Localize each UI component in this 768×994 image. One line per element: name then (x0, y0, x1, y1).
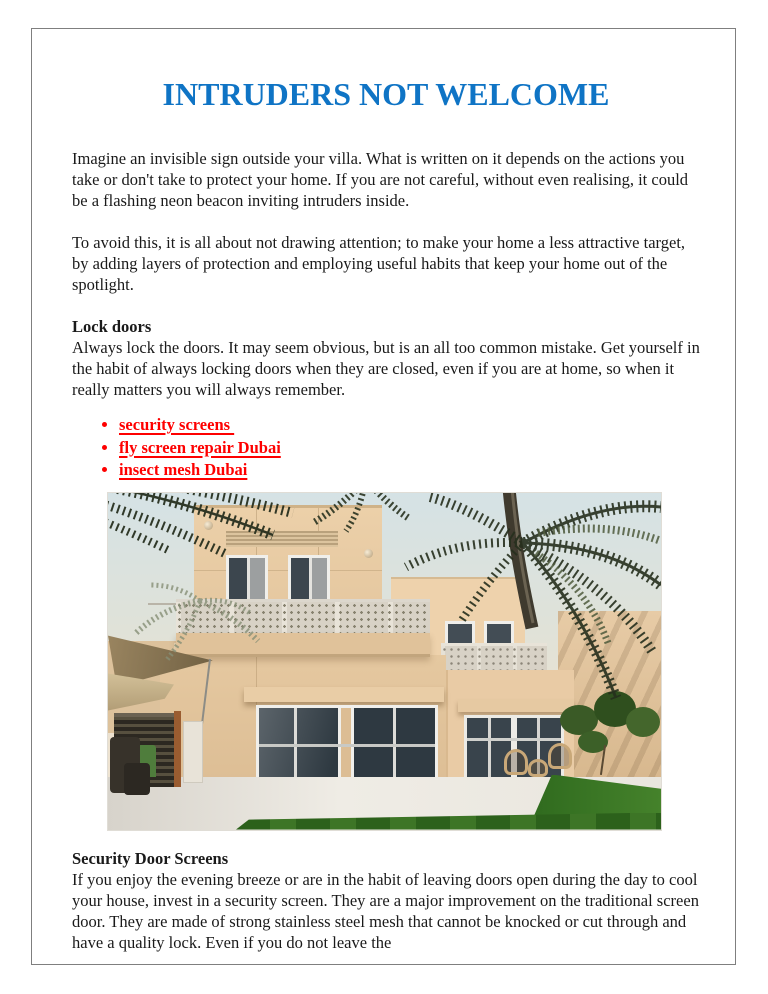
villa-photo (107, 492, 662, 831)
document-content (72, 0, 700, 953)
photo-foreground-objects (124, 763, 150, 795)
photo-shrub (626, 707, 660, 737)
photo-gate (183, 721, 203, 783)
paragraph-lock-doors: Always lock the doors. It may seem obvious, but is an all too common mistake. Get yourself in the habit of always locking doors when they are closed, even if you are at home, so when it really matters you will always remember. (72, 338, 700, 399)
paragraph-intro-2: To avoid this, it is all about not drawing attention; to make your home a less attractive target, by adding layers of protection and employing useful habits that keep your home out of the spotlight. (72, 233, 686, 294)
section-heading-lock-doors: Lock doors (72, 317, 152, 336)
photo-fence-post (174, 711, 181, 787)
link-list (72, 414, 700, 481)
photo-wall-lamp (204, 521, 213, 530)
photo-wall-lamp (364, 549, 373, 558)
photo-second-villa-awning (458, 699, 574, 712)
paragraph-intro-1: Imagine an invisible sign outside your villa. What is written on it depends on the actions you take or don't take to protect your home. If you are not careful, without even realising, it could be a flashing neon beacon inviting intruders inside. (72, 149, 689, 210)
photo-second-villa-balcony-railing (441, 643, 547, 670)
photo-main-villa-balcony-railing (176, 599, 430, 636)
photo-patio-table (528, 759, 548, 777)
section-heading-security-door-screens: Security Door Screens (72, 848, 229, 868)
link-insect-mesh-dubai[interactable]: insect mesh Dubai (119, 460, 248, 479)
photo-wicker-chair (504, 749, 528, 775)
list-item (119, 437, 700, 459)
list-item (119, 459, 700, 481)
photo-main-villa-window (226, 555, 268, 605)
photo-main-villa-window (288, 555, 330, 605)
photo-wicker-chair (548, 743, 572, 769)
photo-main-villa-louver-vent (226, 531, 338, 547)
page-title: INTRUDERS NOT WELCOME (162, 76, 610, 112)
photo-main-villa-balcony-parapet (176, 633, 430, 657)
link-security-screens[interactable]: security screens (119, 415, 235, 434)
link-fly-screen-repair-dubai[interactable]: fly screen repair Dubai (119, 437, 281, 457)
list-item (119, 414, 700, 436)
photo-main-villa-awning (244, 687, 444, 702)
paragraph-security-screens: If you enjoy the evening breeze or are in the habit of leaving doors open during the day to cool your house, invest in a security screen. They are a major improvement on the traditional screen door. They are made of strong stainless steel mesh that cannot be knocked or cut through and have a quality lock. Even if you do not leave the (72, 869, 699, 952)
